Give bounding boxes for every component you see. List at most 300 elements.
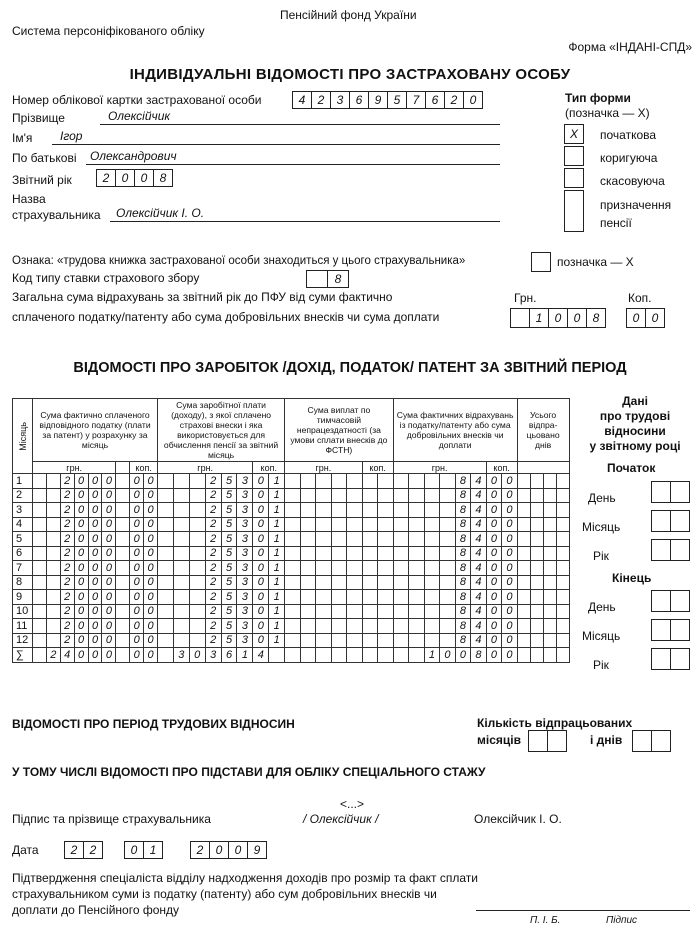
table-cell[interactable]: 0 [144, 619, 158, 634]
table-cell[interactable]: 4 [471, 503, 487, 518]
table-cell[interactable] [517, 633, 530, 648]
table-cell[interactable]: 4 [471, 488, 487, 503]
table-cell[interactable] [393, 488, 409, 503]
table-cell[interactable] [378, 604, 394, 619]
table-cell[interactable] [285, 561, 301, 576]
table-cell[interactable] [300, 532, 316, 547]
table-cell[interactable]: 0 [130, 633, 144, 648]
table-cell[interactable] [33, 517, 47, 532]
table-cell[interactable] [362, 503, 378, 518]
table-cell[interactable] [543, 474, 556, 489]
table-cell[interactable]: 2 [60, 488, 74, 503]
table-cell[interactable]: 5 [221, 619, 237, 634]
table-cell[interactable] [173, 517, 189, 532]
table-cell[interactable] [158, 532, 174, 547]
table-cell[interactable] [393, 648, 409, 663]
table-cell[interactable]: 0 [130, 546, 144, 561]
table-cell[interactable] [347, 546, 363, 561]
table-cell[interactable] [424, 619, 440, 634]
table-cell[interactable]: 0 [486, 604, 502, 619]
table-cell[interactable] [46, 474, 60, 489]
table-cell[interactable] [269, 648, 285, 663]
table-cell[interactable]: 5 [221, 474, 237, 489]
table-cell[interactable]: 0 [502, 474, 518, 489]
table-cell[interactable] [378, 561, 394, 576]
table-cell[interactable] [33, 575, 47, 590]
table-cell[interactable] [316, 604, 332, 619]
table-cell[interactable] [530, 575, 543, 590]
patronymic-field[interactable]: Олександрович [86, 149, 500, 165]
table-cell[interactable] [409, 546, 425, 561]
date-day-cells[interactable] [64, 841, 103, 859]
table-cell[interactable]: 0 [88, 474, 102, 489]
table-cell[interactable] [424, 604, 440, 619]
table-cell[interactable] [116, 619, 130, 634]
table-cell[interactable] [378, 517, 394, 532]
table-cell[interactable] [116, 561, 130, 576]
table-cell[interactable] [116, 604, 130, 619]
table-cell[interactable]: 8 [455, 503, 471, 518]
table-cell[interactable]: 2 [60, 575, 74, 590]
table-cell[interactable]: 2 [60, 474, 74, 489]
table-cell[interactable]: 8 [455, 590, 471, 605]
table-cell[interactable]: 0 [88, 604, 102, 619]
days-count-cells[interactable] [632, 730, 671, 752]
table-cell[interactable] [116, 532, 130, 547]
table-cell[interactable]: 0 [130, 474, 144, 489]
table-cell[interactable]: 0 [486, 648, 502, 663]
table-cell[interactable] [285, 488, 301, 503]
form-type-correcting-checkbox[interactable] [564, 146, 584, 166]
table-cell[interactable]: 0 [102, 590, 116, 605]
table-cell[interactable] [393, 517, 409, 532]
table-cell[interactable] [424, 590, 440, 605]
table-cell[interactable] [33, 474, 47, 489]
table-cell[interactable]: 2 [205, 503, 221, 518]
table-cell[interactable] [393, 633, 409, 648]
table-cell[interactable]: 0 [74, 648, 88, 663]
table-cell[interactable] [158, 619, 174, 634]
table-cell[interactable] [362, 561, 378, 576]
table-cell[interactable] [331, 648, 347, 663]
table-cell[interactable] [347, 503, 363, 518]
table-cell[interactable] [46, 604, 60, 619]
table-cell[interactable] [409, 590, 425, 605]
table-cell[interactable] [556, 474, 569, 489]
table-cell[interactable]: 0 [253, 561, 269, 576]
table-cell[interactable]: 5 [221, 503, 237, 518]
table-cell[interactable] [362, 633, 378, 648]
table-cell[interactable]: 8 [455, 474, 471, 489]
table-cell[interactable] [158, 517, 174, 532]
table-cell[interactable] [173, 488, 189, 503]
table-cell[interactable]: 0 [502, 590, 518, 605]
table-cell[interactable] [424, 474, 440, 489]
table-cell[interactable]: 4 [253, 648, 269, 663]
table-cell[interactable]: 0 [253, 575, 269, 590]
table-cell[interactable]: 0 [253, 590, 269, 605]
table-cell[interactable] [116, 503, 130, 518]
table-cell[interactable] [46, 503, 60, 518]
table-cell[interactable]: 5 [221, 488, 237, 503]
table-cell[interactable]: 0 [130, 648, 144, 663]
table-cell[interactable] [158, 633, 174, 648]
table-cell[interactable] [543, 561, 556, 576]
table-cell[interactable]: 0 [74, 604, 88, 619]
table-cell[interactable]: 8 [455, 575, 471, 590]
table-cell[interactable]: 1 [269, 633, 285, 648]
table-cell[interactable] [189, 619, 205, 634]
table-cell[interactable] [347, 633, 363, 648]
table-cell[interactable]: 0 [144, 590, 158, 605]
table-cell[interactable] [189, 488, 205, 503]
table-cell[interactable]: 0 [486, 517, 502, 532]
table-cell[interactable] [158, 561, 174, 576]
table-cell[interactable] [362, 648, 378, 663]
table-cell[interactable] [316, 633, 332, 648]
table-cell[interactable] [530, 590, 543, 605]
table-cell[interactable] [517, 532, 530, 547]
table-cell[interactable]: 2 [60, 503, 74, 518]
table-cell[interactable] [543, 532, 556, 547]
table-cell[interactable] [347, 648, 363, 663]
table-cell[interactable] [543, 546, 556, 561]
table-cell[interactable] [378, 633, 394, 648]
table-cell[interactable] [173, 474, 189, 489]
table-cell[interactable] [189, 546, 205, 561]
table-cell[interactable]: 4 [471, 575, 487, 590]
table-cell[interactable] [173, 503, 189, 518]
table-cell[interactable] [285, 546, 301, 561]
table-cell[interactable] [189, 532, 205, 547]
table-cell[interactable]: 2 [60, 561, 74, 576]
table-cell[interactable] [393, 532, 409, 547]
table-cell[interactable]: 3 [237, 546, 253, 561]
table-cell[interactable] [362, 488, 378, 503]
table-cell[interactable] [189, 474, 205, 489]
table-cell[interactable] [331, 633, 347, 648]
table-cell[interactable] [556, 590, 569, 605]
table-cell[interactable]: 0 [144, 517, 158, 532]
table-cell[interactable] [173, 604, 189, 619]
table-cell[interactable]: 0 [253, 532, 269, 547]
table-cell[interactable] [316, 488, 332, 503]
table-cell[interactable] [300, 590, 316, 605]
table-cell[interactable]: 0 [88, 648, 102, 663]
table-cell[interactable]: 0 [253, 633, 269, 648]
table-cell[interactable] [393, 474, 409, 489]
table-cell[interactable]: 0 [502, 546, 518, 561]
table-cell[interactable]: 0 [74, 546, 88, 561]
year-cells[interactable] [96, 169, 173, 187]
table-cell[interactable] [158, 590, 174, 605]
table-cell[interactable]: 2 [205, 474, 221, 489]
table-cell[interactable]: 2 [60, 532, 74, 547]
start-year-cells[interactable] [651, 539, 690, 561]
table-cell[interactable] [189, 517, 205, 532]
table-cell[interactable] [158, 474, 174, 489]
table-cell[interactable]: 0 [88, 532, 102, 547]
table-cell[interactable]: 2 [60, 517, 74, 532]
table-cell[interactable] [517, 619, 530, 634]
table-cell[interactable] [530, 604, 543, 619]
table-cell[interactable]: 0 [486, 503, 502, 518]
table-cell[interactable]: 1 [269, 488, 285, 503]
table-cell[interactable]: 3 [237, 532, 253, 547]
table-cell[interactable] [316, 517, 332, 532]
table-cell[interactable]: 0 [144, 648, 158, 663]
table-cell[interactable] [409, 575, 425, 590]
table-cell[interactable] [116, 517, 130, 532]
table-cell[interactable] [556, 561, 569, 576]
table-cell[interactable] [440, 517, 456, 532]
table-cell[interactable]: 0 [253, 546, 269, 561]
table-cell[interactable] [347, 590, 363, 605]
table-cell[interactable] [173, 575, 189, 590]
table-cell[interactable]: 0 [88, 488, 102, 503]
table-cell[interactable] [362, 474, 378, 489]
table-cell[interactable]: 2 [205, 619, 221, 634]
date-month-cells[interactable] [124, 841, 163, 859]
table-cell[interactable]: 5 [221, 532, 237, 547]
table-cell[interactable]: 0 [455, 648, 471, 663]
table-cell[interactable]: 5 [221, 561, 237, 576]
table-cell[interactable] [316, 590, 332, 605]
table-cell[interactable] [543, 503, 556, 518]
table-cell[interactable] [517, 517, 530, 532]
table-cell[interactable]: 6 [221, 648, 237, 663]
table-cell[interactable] [33, 619, 47, 634]
table-cell[interactable] [393, 546, 409, 561]
table-cell[interactable]: 0 [144, 604, 158, 619]
table-cell[interactable] [530, 546, 543, 561]
table-cell[interactable]: 3 [237, 503, 253, 518]
table-cell[interactable]: 0 [486, 633, 502, 648]
table-cell[interactable]: 5 [221, 517, 237, 532]
table-cell[interactable]: 1 [424, 648, 440, 663]
insurer-field[interactable]: Олексійчик І. О. [110, 206, 500, 222]
card-number-cells[interactable] [292, 91, 483, 109]
table-cell[interactable] [409, 474, 425, 489]
table-cell[interactable]: 0 [74, 633, 88, 648]
table-cell[interactable]: 0 [74, 575, 88, 590]
table-cell[interactable]: 0 [74, 590, 88, 605]
table-cell[interactable]: 3 [237, 590, 253, 605]
table-cell[interactable] [530, 517, 543, 532]
table-cell[interactable]: 1 [269, 619, 285, 634]
table-cell[interactable] [300, 575, 316, 590]
table-cell[interactable] [543, 575, 556, 590]
table-cell[interactable] [300, 546, 316, 561]
table-cell[interactable] [331, 517, 347, 532]
table-cell[interactable]: 0 [486, 619, 502, 634]
table-cell[interactable]: 0 [74, 488, 88, 503]
table-cell[interactable] [173, 546, 189, 561]
table-cell[interactable]: 0 [130, 619, 144, 634]
table-cell[interactable]: 0 [102, 517, 116, 532]
table-cell[interactable] [362, 604, 378, 619]
table-cell[interactable] [440, 474, 456, 489]
table-cell[interactable]: 0 [88, 517, 102, 532]
table-cell[interactable]: 0 [502, 532, 518, 547]
table-cell[interactable]: 0 [144, 546, 158, 561]
table-cell[interactable]: 3 [205, 648, 221, 663]
table-cell[interactable] [300, 619, 316, 634]
table-cell[interactable] [440, 546, 456, 561]
table-cell[interactable]: 3 [173, 648, 189, 663]
table-cell[interactable]: 4 [471, 604, 487, 619]
table-cell[interactable] [46, 633, 60, 648]
table-cell[interactable] [33, 546, 47, 561]
table-cell[interactable] [285, 517, 301, 532]
table-cell[interactable]: 0 [253, 488, 269, 503]
table-cell[interactable] [530, 488, 543, 503]
table-cell[interactable]: 2 [46, 648, 60, 663]
table-cell[interactable] [116, 633, 130, 648]
table-cell[interactable]: 1 [269, 532, 285, 547]
table-cell[interactable] [440, 532, 456, 547]
table-cell[interactable]: 2 [60, 604, 74, 619]
table-cell[interactable]: 1 [269, 474, 285, 489]
table-cell[interactable] [424, 503, 440, 518]
form-type-initial-checkbox[interactable]: Х [564, 124, 584, 144]
table-cell[interactable] [33, 503, 47, 518]
table-cell[interactable] [285, 503, 301, 518]
table-cell[interactable] [424, 546, 440, 561]
table-cell[interactable] [173, 633, 189, 648]
table-cell[interactable]: 0 [74, 517, 88, 532]
table-cell[interactable] [530, 503, 543, 518]
table-cell[interactable]: 1 [269, 546, 285, 561]
table-cell[interactable]: 1 [269, 561, 285, 576]
table-cell[interactable]: 4 [60, 648, 74, 663]
table-cell[interactable] [33, 604, 47, 619]
table-cell[interactable] [517, 561, 530, 576]
table-cell[interactable]: 0 [144, 488, 158, 503]
table-cell[interactable]: 0 [88, 546, 102, 561]
table-cell[interactable]: 0 [130, 517, 144, 532]
table-cell[interactable] [331, 619, 347, 634]
table-cell[interactable]: 0 [102, 619, 116, 634]
table-cell[interactable] [347, 575, 363, 590]
table-cell[interactable]: 3 [237, 575, 253, 590]
table-cell[interactable]: 0 [502, 648, 518, 663]
table-cell[interactable]: 3 [237, 517, 253, 532]
table-cell[interactable] [530, 619, 543, 634]
table-cell[interactable]: 0 [102, 561, 116, 576]
table-cell[interactable] [300, 488, 316, 503]
table-cell[interactable] [33, 590, 47, 605]
table-cell[interactable]: 8 [455, 532, 471, 547]
table-cell[interactable] [409, 532, 425, 547]
table-cell[interactable]: 0 [88, 503, 102, 518]
table-cell[interactable] [556, 532, 569, 547]
table-cell[interactable]: 0 [253, 604, 269, 619]
table-cell[interactable] [347, 532, 363, 547]
table-cell[interactable] [300, 503, 316, 518]
table-cell[interactable] [556, 648, 569, 663]
table-cell[interactable]: 0 [102, 488, 116, 503]
table-cell[interactable]: 0 [130, 575, 144, 590]
table-cell[interactable]: 4 [471, 633, 487, 648]
table-cell[interactable] [424, 633, 440, 648]
table-cell[interactable] [285, 474, 301, 489]
table-cell[interactable]: 0 [502, 517, 518, 532]
table-cell[interactable]: 0 [486, 488, 502, 503]
table-cell[interactable]: 4 [471, 532, 487, 547]
table-cell[interactable]: 8 [455, 546, 471, 561]
table-cell[interactable] [158, 488, 174, 503]
form-type-cancelling-checkbox[interactable] [564, 168, 584, 188]
table-cell[interactable] [409, 604, 425, 619]
table-cell[interactable]: 0 [102, 575, 116, 590]
table-cell[interactable]: 0 [486, 575, 502, 590]
table-cell[interactable] [285, 633, 301, 648]
table-cell[interactable]: 0 [253, 474, 269, 489]
table-cell[interactable]: 0 [74, 619, 88, 634]
table-cell[interactable] [440, 488, 456, 503]
table-cell[interactable] [517, 604, 530, 619]
table-cell[interactable]: 0 [144, 532, 158, 547]
table-cell[interactable] [424, 488, 440, 503]
table-cell[interactable] [46, 590, 60, 605]
surname-field[interactable]: Олексійчик [100, 109, 500, 125]
table-cell[interactable]: 0 [144, 633, 158, 648]
table-cell[interactable] [189, 503, 205, 518]
table-cell[interactable]: 2 [60, 633, 74, 648]
table-cell[interactable] [424, 517, 440, 532]
table-cell[interactable]: 0 [189, 648, 205, 663]
table-cell[interactable] [116, 488, 130, 503]
table-cell[interactable]: 3 [237, 633, 253, 648]
table-cell[interactable]: 0 [130, 488, 144, 503]
table-cell[interactable]: 4 [471, 474, 487, 489]
table-cell[interactable] [116, 474, 130, 489]
table-cell[interactable] [331, 532, 347, 547]
table-cell[interactable] [517, 575, 530, 590]
table-cell[interactable] [543, 648, 556, 663]
table-cell[interactable] [378, 503, 394, 518]
table-cell[interactable]: 0 [486, 474, 502, 489]
table-cell[interactable]: 0 [130, 503, 144, 518]
table-cell[interactable]: 0 [144, 561, 158, 576]
table-cell[interactable] [173, 561, 189, 576]
table-cell[interactable] [543, 488, 556, 503]
table-cell[interactable] [158, 604, 174, 619]
table-cell[interactable]: 4 [471, 619, 487, 634]
table-cell[interactable] [173, 532, 189, 547]
table-cell[interactable]: 2 [205, 517, 221, 532]
table-cell[interactable] [300, 604, 316, 619]
table-cell[interactable]: 2 [60, 619, 74, 634]
table-cell[interactable] [543, 517, 556, 532]
table-cell[interactable] [173, 590, 189, 605]
table-cell[interactable]: 0 [502, 575, 518, 590]
table-cell[interactable] [393, 503, 409, 518]
table-cell[interactable]: 0 [502, 604, 518, 619]
table-cell[interactable] [362, 546, 378, 561]
table-cell[interactable] [285, 619, 301, 634]
table-cell[interactable]: 1 [269, 590, 285, 605]
table-cell[interactable] [543, 604, 556, 619]
table-cell[interactable] [331, 546, 347, 561]
table-cell[interactable] [517, 546, 530, 561]
table-cell[interactable]: 0 [253, 503, 269, 518]
table-cell[interactable]: 0 [486, 590, 502, 605]
table-cell[interactable]: 0 [74, 503, 88, 518]
table-cell[interactable]: 2 [205, 590, 221, 605]
table-cell[interactable] [543, 590, 556, 605]
